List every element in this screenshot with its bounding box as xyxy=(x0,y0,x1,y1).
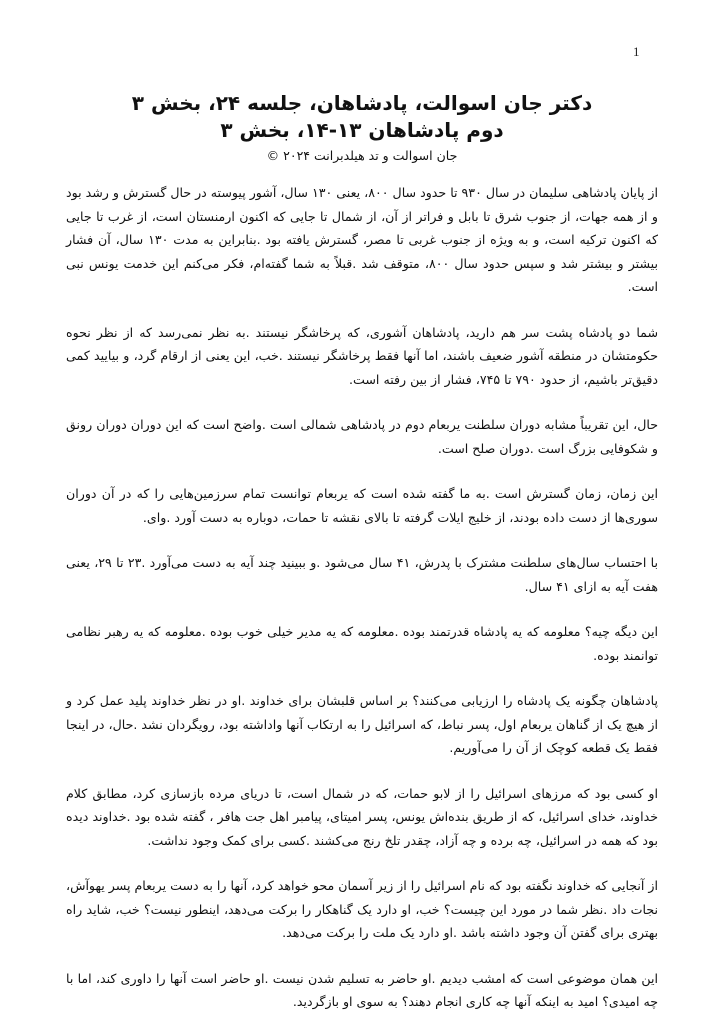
paragraph: از پایان پادشاهی سلیمان در سال ۹۳۰ تا حدود سال ۸۰۰، یعنی ۱۳۰ سال، آشور پیوسته در حال گسترش و رشد بود و از همه جهات، از جنوب شرق تا بابل و فراتر از آن، از شمال تا جایی که اکنون ارمنستان است، از غرب تا جایی که اکنون ترکیه است، و به ویژه از جنوب غربی تا مصر، گسترش یافته بود .بنابراین به مدت ۱۳۰ سال، آن فشار بیشتر و بیشتر شد و سپس حدود سال ۸۰۰، متوقف شد .قبلاً به شما گفته‌ام، فکر می‌کنم این خدمت یونس نبی است. xyxy=(66,185,658,294)
paragraph: پادشاهان چگونه یک پادشاه را ارزیابی می‌کنند؟ بر اساس قلبشان برای خداوند .او در نظر خداوند پلید عمل کرد و از هیچ یک از گناهان یربعام اول، پسر نباط، که اسرائیل را به ارتکاب آنها واداشته بود، رویگردان نشد .حال، در اینجا فقط یک قطعه کوچک از آن را می‌آوریم. xyxy=(66,693,658,755)
paragraph: با احتساب سال‌های سلطنت مشترک با پدرش، ۴۱ سال می‌شود .و ببینید چند آیه به دست می‌آورد .۲۳ تا ۲۹، یعنی هفت آیه به ازای ۴۱ سال. xyxy=(66,555,658,594)
paragraph: از آنجایی که خداوند نگفته بود که نام اسرائیل را از زیر آسمان محو خواهد کرد، آنها را به دست یربعام پسر یهوآش، نجات داد .نظر شما در مورد این چیست؟ خب، او دارد یک گناهکار را برکت می‌دهد، اینطور نیست؟ خب، شاید راه بهتری برای گفتن آن وجود داشته باشد .او دارد یک ملت را برکت می‌دهد. xyxy=(66,878,658,940)
paragraph: این زمان، زمان گسترش است .به ما گفته شده است که یربعام توانست تمام سرزمین‌هایی را که در آن دوران سوری‌ها از دست داده بودند، از خلیج ایلات گرفته تا بالای نقشه تا حمات، دوباره به دست آورد .وای. xyxy=(66,486,658,525)
paragraph: او کسی بود که مرزهای اسرائیل را از لابو حمات، که در شمال است، تا دریای مرده بازسازی کرد، مطابق کلام خداوند، خدای اسرائیل، که از طریق بنده‌اش یونس، پسر امیتای، پیامبر اهل جت هافر ، گفته شده بود .خداوند دیده بود که همه در اسرائیل، چه برده و چه آزاد، چقدر تلخ رنج می‌کشند .کسی برای کمک وجود نداشت. xyxy=(66,785,658,848)
paragraph: شما دو پادشاه پشت سر هم دارید، پادشاهان آشوری، که پرخاشگر نیستند .به نظر نمی‌رسد که از نظر نحوه حکومتشان در منطقه آشور ضعیف باشند، اما آنها فقط پرخاشگر نیستند .خب، این یعنی از ارقام گرد، و بیایید کمی دقیق‌تر باشیم، از حدود ۷۹۰ تا ۷۴۵، فشار از بین رفته است. xyxy=(66,324,658,387)
paragraph: این دیگه چیه؟ معلومه که یه پادشاه قدرتمند بوده .معلومه که یه مدیر خیلی خوب بوده .معلومه که یه رهبر نظامی توانمند بوده. xyxy=(66,624,658,663)
document-title: دکتر جان اسوالت، پادشاهان، جلسه ۲۴، بخش ۳ xyxy=(131,91,593,115)
paragraph: حال، این تقریباً مشابه دوران سلطنت یربعام دوم در پادشاهی شمالی است .واضح است که این دوران دوران رونق و شکوفایی بزرگ است .دوران صلح است. xyxy=(66,417,658,456)
copyright-line: جان اسوالت و تد هیلدبرانت ۲۰۲۴ © xyxy=(266,148,458,163)
document-body xyxy=(66,181,658,1036)
document-header xyxy=(60,90,664,166)
paragraph: این همان موضوعی است که امشب دیدیم .او حاضر به تسلیم شدن نیست .او حاضر است آنها را داوری کند، اما با چه امیدی؟ امید به اینکه آنها چه کاری انجام دهند؟ به سوی او بازگردید. xyxy=(66,970,658,1009)
document-subtitle: دوم پادشاهان ۱۳-۱۴، بخش ۳ xyxy=(220,118,504,142)
page-number: 1 xyxy=(633,44,640,59)
